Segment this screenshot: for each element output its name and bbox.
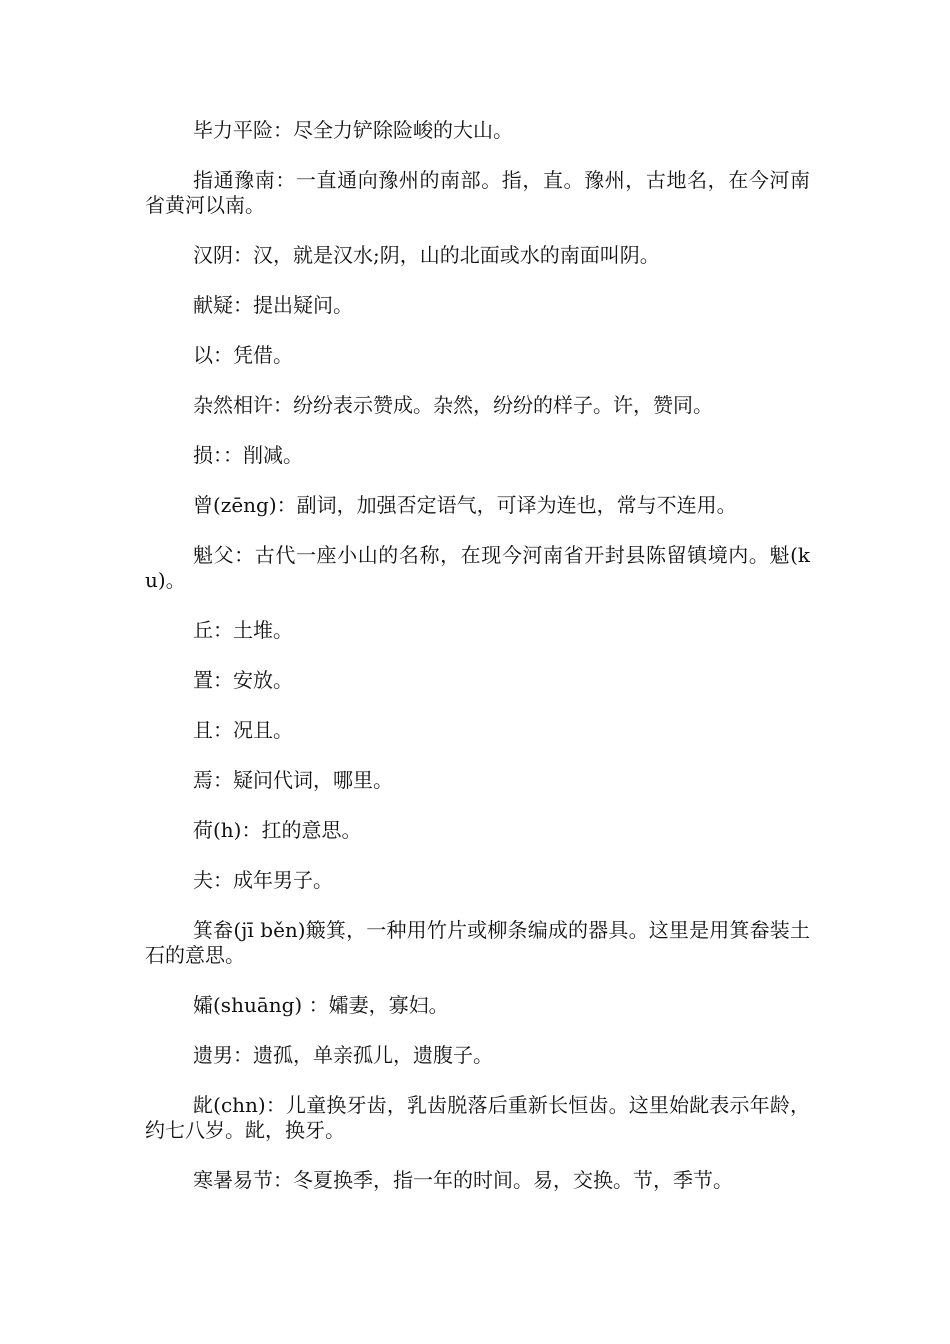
paragraph-sun: 损：：削减。 xyxy=(193,443,303,467)
paragraph-kuifu: 魁父：古代一座小山的名称，在现今河南省开封县陈留镇境内。魁(ku)。 xyxy=(145,543,810,592)
paragraph-hanshuyijie: 寒暑易节：冬夏换季，指一年的时间。易，交换。节，季节。 xyxy=(193,1168,733,1192)
paragraph-bilipingxian: 毕力平险：尽全力铲除险峻的大山。 xyxy=(193,118,513,142)
paragraph-zhi: 置：安放。 xyxy=(193,668,293,692)
paragraph-zhitongyunan: 指通豫南：一直通向豫州的南部。指，直。豫州，古地名，在今河南省黄河以南。 xyxy=(145,168,810,217)
paragraph-hanyin: 汉阴：汉，就是汉水;阴，山的北面或水的南面叫阴。 xyxy=(193,243,660,267)
paragraph-he: 荷(h)：扛的意思。 xyxy=(193,818,362,842)
paragraph-shuang: 孀(shuāng) ：孀妻，寡妇。 xyxy=(193,993,449,1017)
paragraph-jiben: 箕畚(jī běn)簸箕，一种用竹片或柳条编成的器具。这里是用箕畚装土石的意思。 xyxy=(145,918,810,967)
paragraph-yinan: 遗男：遗孤，单亲孤儿，遗腹子。 xyxy=(193,1043,493,1067)
paragraph-fu: 夫：成年男子。 xyxy=(193,868,333,892)
paragraph-zaranxiangxu: 杂然相许：纷纷表示赞成。杂然，纷纷的样子。许，赞同。 xyxy=(193,393,713,417)
paragraph-xianyi: 献疑：提出疑问。 xyxy=(193,293,353,317)
paragraph-yi: 以：凭借。 xyxy=(193,343,293,367)
paragraph-yan: 焉：疑问代词，哪里。 xyxy=(193,768,393,792)
document-page xyxy=(145,118,810,1218)
paragraph-ceng: 曾(zēng)：副词，加强否定语气，可译为连也，常与不连用。 xyxy=(193,493,737,517)
paragraph-chen: 龀(chn)：儿童换牙齿，乳齿脱落后重新长恒齿。这里始龀表示年龄，约七八岁。龀，换牙。 xyxy=(145,1093,810,1142)
paragraph-qie: 且：况且。 xyxy=(193,718,293,742)
paragraph-qiu: 丘：土堆。 xyxy=(193,618,293,642)
